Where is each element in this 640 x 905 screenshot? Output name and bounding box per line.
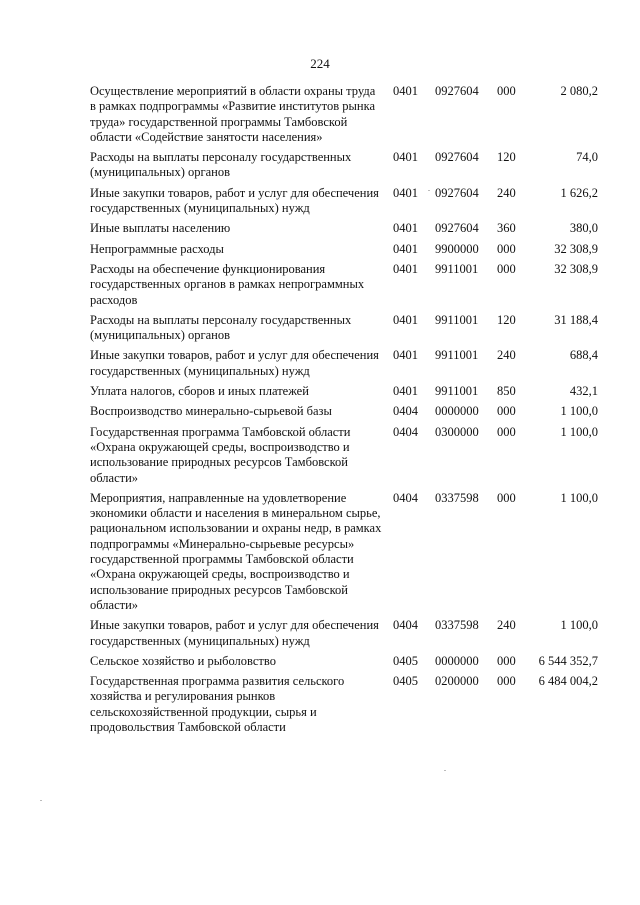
row-section-code: 0401 (393, 312, 418, 327)
row-expense-type-code: 240 (497, 618, 516, 633)
row-section-code: 0404 (393, 424, 418, 439)
row-name: Расходы на обеспечение функционирования государственных органов в рамках непрограммных расходов (90, 261, 365, 307)
row-amount: 6 484 004,2 (538, 674, 598, 689)
row-amount: 2 080,2 (560, 84, 598, 98)
row-target-code: 0000000 (435, 653, 479, 668)
row-expense-type-code: 360 (497, 221, 516, 236)
row-target-code: 9900000 (435, 241, 479, 256)
row-section-code: 0401 (393, 241, 418, 256)
row-section-code: 0401 (393, 185, 418, 200)
row-target-code: 9911001 (435, 261, 479, 276)
row-expense-type-code: 850 (497, 384, 516, 399)
table-row (90, 674, 602, 735)
row-target-code: 0300000 (435, 424, 479, 439)
row-name: Сельское хозяйство и рыболовство (90, 653, 276, 668)
row-expense-type-code: 000 (497, 84, 516, 98)
row-section-code: 0401 (393, 84, 418, 98)
row-name: Уплата налогов, сборов и иных платежей (90, 384, 309, 399)
row-expense-type-code: 000 (497, 653, 516, 668)
row-name: Государственная программа развития сельского хозяйства и регулирования рынков сельскохозяйственной продукции, сырья и продовольствия Тамбовской области (90, 674, 345, 734)
row-section-code: 0404 (393, 490, 418, 505)
table-row (90, 384, 602, 399)
row-target-code: 9911001 (435, 384, 479, 399)
budget-table (90, 84, 602, 740)
row-expense-type-code: 120 (497, 150, 516, 165)
row-target-code: 0337598 (435, 490, 479, 505)
row-section-code: 0401 (393, 150, 418, 165)
row-section-code: 0401 (393, 384, 418, 399)
scan-speck (444, 770, 446, 771)
table-row (90, 491, 602, 613)
row-amount: 74,0 (576, 150, 598, 165)
row-amount: 6 544 352,7 (538, 653, 598, 668)
row-section-code: 0405 (393, 674, 418, 689)
table-row (90, 425, 602, 486)
row-amount: 380,0 (569, 221, 598, 236)
row-section-code: 0404 (393, 618, 418, 633)
row-expense-type-code: 000 (497, 404, 516, 419)
row-name: Расходы на выплаты персоналу государственных (муниципальных) органов (90, 312, 352, 343)
row-expense-type-code: 000 (497, 424, 516, 439)
table-row (90, 84, 602, 145)
row-amount: 1 100,0 (560, 424, 598, 439)
row-target-code: 0927604 (435, 150, 479, 165)
row-name: Воспроизводство минерально-сырьевой базы (90, 404, 332, 419)
row-section-code: 0404 (393, 404, 418, 419)
row-section-code: 0401 (393, 348, 418, 363)
scan-speck (428, 190, 430, 191)
row-amount: 32 308,9 (554, 261, 598, 276)
row-name: Иные закупки товаров, работ и услуг для обеспечения государственных (муниципальных) нужд (90, 348, 379, 378)
row-expense-type-code: 000 (497, 241, 516, 256)
row-expense-type-code: 000 (497, 490, 516, 505)
row-section-code: 0401 (393, 221, 418, 236)
row-name: Осуществление мероприятий в области охраны труда в рамках подпрограммы «Развитие институтов рынка труда» государственной программы Тамбовской области «Содействие занятости населения» (90, 84, 376, 144)
row-target-code: 0927604 (435, 185, 479, 200)
row-expense-type-code: 240 (497, 348, 516, 363)
row-expense-type-code: 120 (497, 312, 516, 327)
table-row (90, 313, 602, 344)
table-row (90, 404, 602, 419)
page-number: 224 (310, 56, 330, 71)
row-target-code: 0337598 (435, 618, 479, 633)
table-row (90, 348, 602, 379)
table-row (90, 150, 602, 181)
row-name: Иные закупки товаров, работ и услуг для обеспечения государственных (муниципальных) нужд (90, 618, 379, 648)
row-amount: 1 100,0 (560, 490, 598, 505)
row-target-code: 0200000 (435, 674, 479, 689)
row-name: Непрограммные расходы (90, 241, 224, 256)
row-target-code: 9911001 (435, 348, 479, 363)
row-target-code: 0927604 (435, 221, 479, 236)
row-expense-type-code: 000 (497, 261, 516, 276)
table-row (90, 618, 602, 649)
scan-speck (40, 800, 42, 801)
row-amount: 31 188,4 (554, 312, 598, 327)
row-target-code: 0927604 (435, 84, 479, 98)
table-row (90, 654, 602, 669)
table-row (90, 186, 602, 217)
row-amount: 1 100,0 (560, 618, 598, 633)
row-target-code: 0000000 (435, 404, 479, 419)
row-target-code: 9911001 (435, 312, 479, 327)
table-row (90, 262, 602, 308)
row-amount: 432,1 (569, 384, 598, 399)
table-row (90, 221, 602, 236)
row-amount: 1 626,2 (560, 185, 598, 200)
row-amount: 688,4 (569, 348, 598, 363)
row-expense-type-code: 000 (497, 674, 516, 689)
row-amount: 1 100,0 (560, 404, 598, 419)
row-name: Иные закупки товаров, работ и услуг для обеспечения государственных (муниципальных) нужд (90, 185, 379, 216)
row-section-code: 0405 (393, 653, 418, 668)
row-amount: 32 308,9 (554, 241, 598, 256)
row-section-code: 0401 (393, 261, 418, 276)
row-name: Мероприятия, направленные на удовлетворение экономики области и населения в минеральном сырье, рациональном использовании и охраны недр, в рамках подпрограммы «Минерально-сырьевые ресурсы» государственной программы Тамбовской области «Охрана окружающей среды, воспроизводство и использование природных ресурсов Тамбовской области» (90, 490, 382, 612)
table-row (90, 242, 602, 257)
row-name: Государственная программа Тамбовской области «Охрана окружающей среды, воспроизводство и использование природных ресурсов Тамбовской области» (90, 424, 351, 485)
row-expense-type-code: 240 (497, 185, 516, 200)
row-name: Иные выплаты населению (90, 221, 231, 236)
row-name: Расходы на выплаты персоналу государственных (муниципальных) органов (90, 150, 352, 180)
